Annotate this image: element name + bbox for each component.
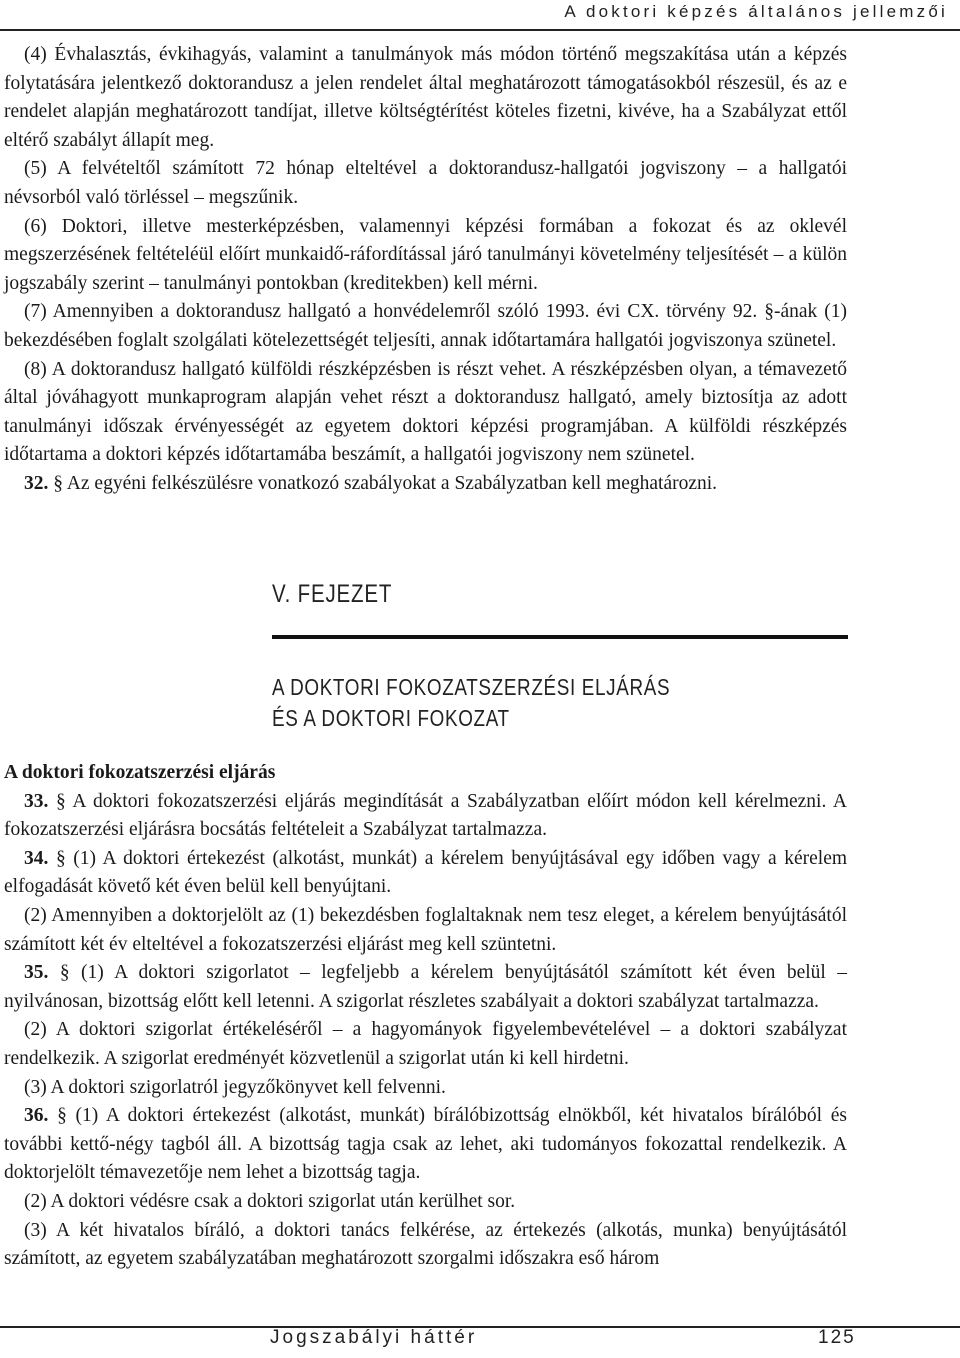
paragraph xyxy=(4,845,847,902)
chapter-title-line: ÉS A DOKTORI FOKOZAT xyxy=(272,705,510,731)
section-number: 33. xyxy=(24,790,49,812)
paragraph: (2) A doktori szigorlat értékeléséről – a hagyományok figyelembevételével – a doktori szabályzat rendelkezik. A szigorlat eredményét közvetlenül a szigorlat után ki kell hirdetni. xyxy=(4,1019,847,1069)
section-number: 34. xyxy=(24,847,49,869)
paragraph: (5) A felvételtől számított 72 hónap elteltével a doktorandusz-hallgatói jogviszony – a hallgatói névsorból való törléssel – megszűnik. xyxy=(4,158,847,208)
paragraph xyxy=(4,1102,847,1188)
paragraph xyxy=(4,470,847,499)
footer-title: Jogszabályi háttér xyxy=(270,1327,478,1348)
chapter-title xyxy=(272,672,670,734)
paragraph: (2) Amennyiben a doktorjelölt az (1) bekezdésben foglaltaknak nem tesz eleget, a kérelem benyújtásától számított két év elteltével a fokozatszerzési eljárást meg kell szüntetni. xyxy=(4,904,847,955)
section-text: § (1) A doktori szigorlatot – legfeljebb a kérelem benyújtásától számított két éven belül – nyilvánosan, bizottság előtt kell letenni. A szigorlat részletes szabályait a doktori szabályzat tartalmazza. xyxy=(4,962,847,1012)
section-number: 35. xyxy=(24,962,49,984)
body-text-lower xyxy=(4,759,847,1274)
paragraph: (4) Évhalasztás, évkihagyás, valamint a tanulmányok más módon történő megszakítása után a képzés folytatására jelentkező doktorandusz a jelen rendelet által meghatározott támogatásokból részesül, és az e rendelet alapján meghatározott tandíjat, illetve költségtérítést köteles fizetni, kivéve, ha a Szabályzat ettől eltérő szabályt állapít meg. xyxy=(4,44,847,151)
chapter-number: V. FEJEZET xyxy=(272,580,393,608)
paragraph: (7) Amennyiben a doktorandusz hallgató a honvédelemről szóló 1993. évi CX. törvény 92. §-ának (1) bekezdésében foglalt szolgálati kötelezettségét teljesíti, annak időtartamára hallgatói jogviszonya szünetel. xyxy=(4,301,847,351)
paragraph: (8) A doktorandusz hallgató külföldi részképzésben is részt vehet. A részképzésben olyan, a témavezető által jóváhagyott munkaprogram alapján vehet részt a doktorandusz hallgató, amely biztosítja az adott tanulmányi időszak érvényességét az egyetem doktori képzési programjában. A külföldi részképzés időtartama a doktori képzés időtartamába beszámít, a hallgatói jogviszony nem szünetel. xyxy=(4,358,847,466)
paragraph: (3) A doktori szigorlatról jegyzőkönyvet kell felvenni. xyxy=(24,1076,446,1098)
section-number: 36. xyxy=(24,1105,49,1127)
paragraph xyxy=(4,959,847,1016)
body-text-upper xyxy=(4,41,847,499)
header-rule xyxy=(0,29,960,31)
section-text: § (1) A doktori értekezést (alkotást, munkát) a kérelem benyújtásával egy időben vagy a kérelem elfogadását követő két éven belül kell benyújtani. xyxy=(4,847,848,898)
chapter-title-line: A DOKTORI FOKOZATSZERZÉSI ELJÁRÁS xyxy=(272,674,671,700)
paragraph: (3) A két hivatalos bíráló, a doktori tanács felkérése, az értekezés (alkotás, munka) benyújtásától számított, az egyetem szabályzatában meghatározott szorgalmi időszakra eső három xyxy=(4,1219,847,1270)
running-head: A doktori képzés általános jellemzői xyxy=(564,2,948,21)
section-text: § A doktori fokozatszerzési eljárás megindítását a Szabályzatban előírt módon kell kérelmezni. A fokozatszerzési eljárásra bocsátás feltételeit a Szabályzat tartalmazza. xyxy=(4,790,848,841)
paragraph: (6) Doktori, illetve mesterképzésben, valamennyi képzési formában a fokozat és az oklevél megszerzésének feltételéül előírt munkaidő-ráfordítással járó tanulmányi követelmény teljesítését – a külön jogszabály szerint – tanulmányi pontokban (kreditekben) kell mérni. xyxy=(4,215,847,294)
section-text: § Az egyéni felkészülésre vonatkozó szabályokat a Szabályzatban kell meghatározni. xyxy=(53,472,718,494)
paragraph xyxy=(4,788,847,845)
subheading: A doktori fokozatszerzési eljárás xyxy=(4,762,276,783)
paragraph: (2) A doktori védésre csak a doktori szigorlat után kerülhet sor. xyxy=(24,1190,516,1212)
section-text: § (1) A doktori értekezést (alkotást, munkát) bírálóbizottság elnökből, két hivatalos bírálóból és további kettő-négy tagból áll. A bizottság tagja csak az lehet, aki tudományos fokozattal rendelkezik. A doktorjelölt témavezetője nem lehet a bizottság tagja. xyxy=(4,1105,847,1184)
footer-rule xyxy=(0,1326,960,1328)
section-number: 32. xyxy=(24,472,49,494)
page-number: 125 xyxy=(818,1327,856,1348)
chapter-rule xyxy=(272,635,848,639)
